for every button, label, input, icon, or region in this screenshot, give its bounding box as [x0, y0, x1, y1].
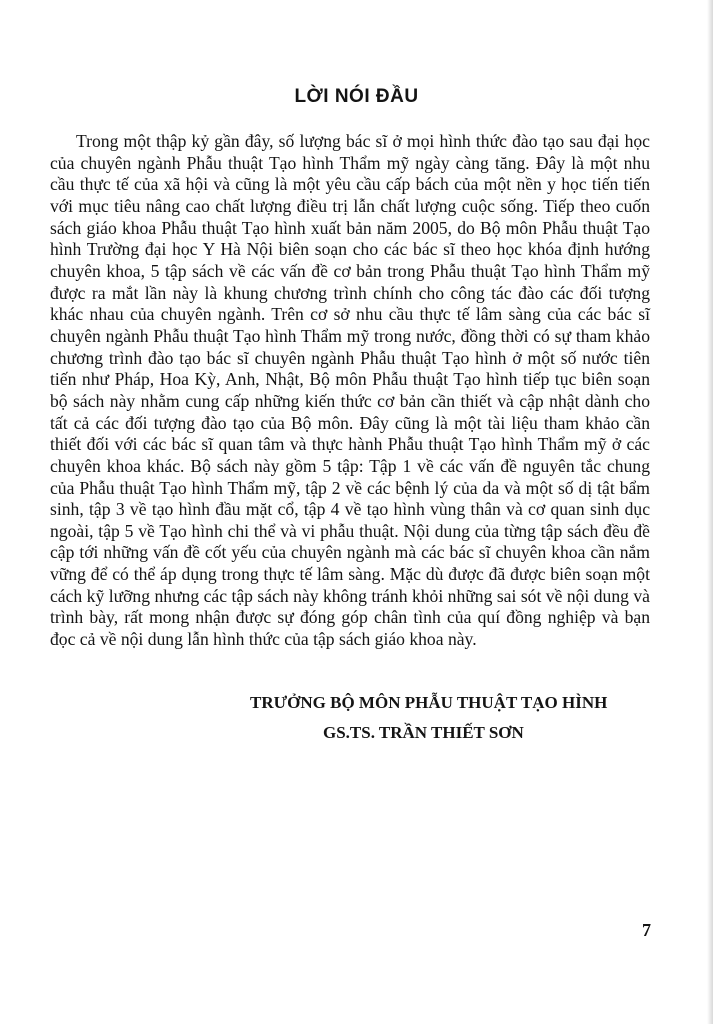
preface-paragraph: Trong một thập kỷ gần đây, số lượng bác sĩ ở mọi hình thức đào tạo sau đại học của chuyên ngành Phẫu thuật Tạo hình Thẩm mỹ ngày càng tăng. Đây là một nhu cầu thực tế của xã hội và cũng là một yêu cầu cấp bách của một nền y học tiến tiến với mục tiêu nâng cao chất lượng điều trị lẫn chất lượng cuộc sống. Tiếp theo cuốn sách giáo khoa Phẫu thuật Tạo hình xuất bản năm 2005, do Bộ môn Phẫu thuật Tạo hình Trường đại học Y Hà Nội biên soạn cho các bác sĩ theo học khóa định hướng chuyên khoa, 5 tập sách về các vấn đề cơ bản trong Phẫu thuật Tạo hình Thẩm mỹ được ra mắt lần này là khung chương trình chính cho công tác đào các đối tượng khác nhau của chuyên ngành. Trên cơ sở nhu cầu thực tế lâm sàng của các bác sĩ chuyên ngành Phẫu thuật Tạo hình Thẩm mỹ trong nước, đồng thời có sự tham khảo chương trình đào tạo bác sĩ chuyên ngành Phẫu thuật Tạo hình ở một số nước tiên tiến như Pháp, Hoa Kỳ, Anh, Nhật, Bộ môn Phẫu thuật Tạo hình tiếp tục biên soạn bộ sách này nhằm cung cấp những kiến thức cơ bản cần thiết và cập nhật dành cho tất cả các đối tượng đào tạo của Bộ môn. Đây cũng là một tài liệu tham khảo cần thiết đối với các bác sĩ quan tâm và thực hành Phẫu thuật Tạo hình Thẩm mỹ ở các chuyên khoa khác. Bộ sách này gồm 5 tập: Tập 1 về các vấn đề nguyên tắc chung của Phẫu thuật Tạo hình Thẩm mỹ, tập 2 về các bệnh lý của da và một số dị tật bẩm sinh, tập 3 về tạo hình đầu mặt cổ, tập 4 về tạo hình vùng thân và cơ quan sinh dục ngoài, tập 5 về Tạo hình chi thể và vi phẫu thuật. Nội dung của từng tập sách đều đề cập tới những vấn đề cốt yếu của chuyên ngành mà các bác sĩ chuyên khoa cần nắm vững để có thể áp dụng trong thực tế lâm sàng. Mặc dù được đã được biên soạn một cách kỹ lưỡng nhưng các tập sách này không tránh khỏi những sai sót về nội dung và trình bày, rất mong nhận được sự đóng góp chân tình của quí đồng nghiệp và bạn đọc cả về nội dung lẫn hình thức của tập sách giáo khoa này. — [50, 131, 650, 650]
preface-body — [50, 131, 650, 651]
preface-heading: LỜI NÓI ĐẦU — [294, 86, 419, 107]
page-number: 7 — [642, 920, 651, 940]
page-edge-shadow — [707, 0, 713, 1024]
signature-block — [250, 688, 670, 748]
signature-title: TRƯỞNG BỘ MÔN PHẪU THUẬT TẠO HÌNH — [250, 693, 608, 712]
signature-name: GS.TS. TRẦN THIẾT SƠN — [323, 723, 524, 742]
